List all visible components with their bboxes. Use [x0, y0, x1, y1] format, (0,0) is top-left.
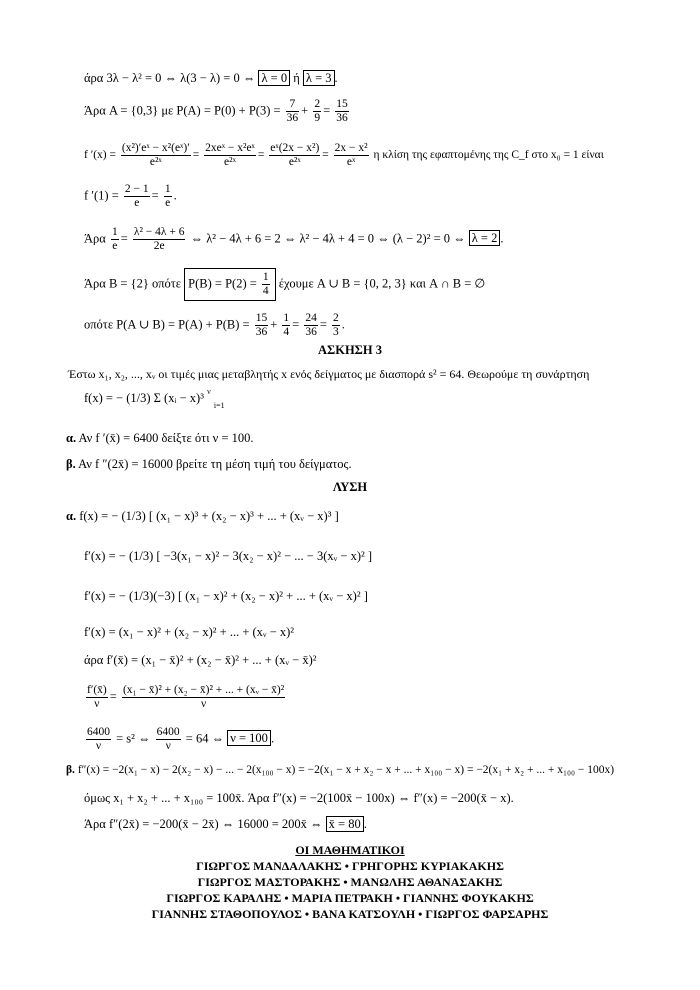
credits-row: ΓΙΩΡΓΟΣ ΜΑΣΤΟΡΑΚΗΣ • ΜΑΝΩΛΗΣ ΑΘΑΝΑΣΑΚΗΣ	[197, 875, 503, 889]
fraction: $\frac{1}{e}$	[164, 183, 171, 209]
fraction: $\frac{\text{(x²)′eˣ − x²(eˣ)′}}{\text{e²ˣ}}$	[121, 142, 190, 168]
eq-text: έχουμε A ∪ B = {0, 2, 3} και A ∩ B = ∅	[278, 276, 486, 291]
eq-text: f ′(1) =	[84, 188, 119, 203]
solution-step-2: f′(x) = − (1/3) [ −3(x₁ − x)² − 3(x₂ − x)² − ... − 3(xᵥ − x)² ]	[84, 549, 373, 563]
eq-text: άρα 3λ − λ² = 0 ⇔ λ(3 − λ) = 0 ⇔	[84, 71, 256, 85]
line-prob-union: οπότε P(A ∪ B) = P(A) + P(B) = $\frac{15}{36}$ + $\frac{1}{4}$ = $\frac{24}{36}$ = $\frac{2}{3}$ .	[84, 312, 345, 338]
boxed-answer: P(B) = P(2) = $\frac{1}{4}$	[184, 268, 276, 301]
credits-row: ΓΙΩΡΓΟΣ ΜΑΝΔΑΛΑΚΗΣ • ΓΡΗΓΟΡΗΣ ΚΥΡΙΑΚΑΚΗΣ	[196, 859, 504, 873]
fraction: $\frac{24}{36}$	[305, 312, 317, 338]
part-text: Αν f ″(2x̄) = 16000 βρείτε τη μέση τιμή του δείγματος.	[78, 457, 352, 471]
eq-text: ⇔ λ² − 4λ + 6 = 2 ⇔ λ² − 4λ + 4 = 0 ⇔ (λ − 2)² = 0 ⇔	[190, 231, 466, 246]
exercise-statement: Έστω x₁, x₂, ..., xᵥ οι τιμές μιας μεταβλητής x ενός δείγματος με διασπορά s² = 64. Θεωρούμε τη συνάρτηση	[68, 367, 590, 381]
fraction: $\frac{7}{36}$	[286, 98, 299, 124]
credits-title: ΟΙ ΜΑΘΗΜΑΤΙΚΟΙ	[295, 843, 405, 857]
fraction: $\frac{1}{e}$	[111, 226, 118, 252]
fraction: $\frac{\text{λ² − 4λ + 6}}{2e}$	[133, 226, 185, 252]
solution-step-10: Άρα f″(2x̄) = −200(x̄ − 2x̄) ⇔ 16000 = 200x̄ ⇔ x̄ = 80 .	[84, 817, 367, 831]
or-word: ή	[293, 71, 300, 85]
part-text: Αν f ′(x̄) = 6400 δείξτε ότι ν = 100.	[78, 431, 254, 445]
eq-text: f ′(x) =	[84, 149, 116, 162]
solution-step-9: όμως x₁ + x₂ + ... + x₁₀₀ = 100x̄. Άρα f″(x) = −2(100x̄ − 100x) ⇔ f″(x) = −200(x̄ − x).	[84, 791, 514, 805]
eq-text: η κλίση της εφαπτομένης της C_f στο x₀ = 1 είναι	[373, 149, 604, 162]
exercise-part-b	[66, 456, 352, 472]
eq-text: Άρα	[84, 231, 106, 246]
fraction: $\frac{\text{2x − x²}}{\text{eˣ}}$	[334, 142, 368, 168]
eq-text: f(x) = − (1/3) [ (x₁ − x)³ + (x₂ − x)³ + ... + (xᵥ − x)³ ]	[79, 509, 339, 523]
fraction: $\frac{\text{(x₁ − x̄)² + (x₂ − x̄)² + ... + (xᵥ − x̄)²}}{\nu}$	[122, 684, 285, 710]
eq-text: οπότε P(A ∪ B) = P(A) + P(B) =	[84, 317, 250, 332]
exercise-function	[84, 387, 225, 410]
eq-text: f(x) = − (1/3) Σ (xᵢ − x)³	[84, 391, 204, 405]
fraction: $\frac{15}{36}$	[336, 98, 348, 124]
part-label: α.	[66, 509, 77, 523]
solution-step-8	[66, 762, 614, 778]
solution-step-5: άρα f′(x̄) = (x₁ − x̄)² + (x₂ − x̄)² + ... + (xᵥ − x̄)²	[84, 653, 317, 667]
exercise-heading: ΑΣΚΗΣΗ 3	[318, 343, 382, 357]
line-derivative: f ′(x) = $\frac{\text{(x²)′eˣ − x²(eˣ)′}}{\text{e²ˣ}}$ = 2xeˣ − x²eˣ e²ˣ = $\frac{\text{eˣ(2x − x²)}}{\text{e²ˣ}}$ = $\frac{\text{2x − x²}}{\text{eˣ}}$ η κλίση της εφαπτομένης της C_f στο x₀ = 1 είναι	[84, 142, 604, 168]
boxed-answer: x̄ = 80	[326, 816, 364, 832]
fraction: $\frac{\text{eˣ(2x − x²)}}{\text{e²ˣ}}$	[270, 142, 320, 168]
boxed-answer: λ = 2	[469, 230, 501, 246]
boxed-answer: λ = 3	[303, 70, 335, 86]
line-lambda-roots: άρα 3λ − λ² = 0 ⇔ λ(3 − λ) = 0 ⇔ λ = 0 ή λ = 3 .	[84, 71, 338, 85]
solution-step-3: f′(x) = − (1/3)(−3) [ (x₁ − x)² + (x₂ − x)² + ... + (xᵥ − x)² ]	[84, 589, 368, 603]
line-prob-B	[84, 268, 485, 301]
line-prob-A: Άρα A = {0,3} με P(A) = P(0) + P(3) = $\frac{7}{36}$ + $\frac{2}{9}$ = $\frac{15}{36}$	[84, 98, 348, 124]
fraction: $\frac{2 - 1}{e}$	[124, 183, 149, 209]
fraction: $\frac{6400}{\nu}$	[87, 726, 110, 752]
line-lambda-eq: Άρα $\frac{1}{e}$ = $\frac{\text{λ² − 4λ + 6}}{2e}$ ⇔ λ² − 4λ + 6 = 2 ⇔ λ² − 4λ + 4 = 0 ⇔ (λ − 2)² = 0 ⇔ λ = 2 .	[84, 226, 504, 252]
fraction: $\frac{f'(x̄)}{\nu}$	[87, 684, 107, 710]
solution-step-6: $\frac{f'(x̄)}{\nu}$ = $\frac{\text{(x₁ − x̄)² + (x₂ − x̄)² + ... + (xᵥ − x̄)²}}{\nu}$	[87, 684, 285, 710]
fraction: $\frac{1}{4}$	[262, 271, 269, 297]
exercise-part-a	[66, 430, 254, 446]
sum-bottom: i=1	[213, 401, 225, 410]
part-label: β.	[66, 457, 76, 471]
fraction: $\frac{2}{9}$	[314, 98, 321, 124]
part-label: β.	[66, 764, 75, 776]
credits-row: ΓΙΑΝΝΗΣ ΣΤΑΘΟΠΟΥΛΟΣ • ΒΑΝΑ ΚΑΤΣΟΥΛΗ • ΓΙΩΡΓΟΣ ΦΑΡΣΑΡΗΣ	[151, 907, 549, 921]
solution-step-1	[66, 508, 339, 524]
sum-top: ν	[207, 387, 211, 396]
solution-step-7: $\frac{6400}{\nu}$ = s² ⇔ $\frac{6400}{\nu}$ = 64 ⇔ ν = 100 .	[87, 726, 275, 752]
credits-row: ΓΙΩΡΓΟΣ ΚΑΡΑΛΗΣ • ΜΑΡΙΑ ΠΕΤΡΑΚΗ • ΓΙΑΝΝΗΣ ΦΟΥΚΑΚΗΣ	[166, 891, 534, 905]
fraction: 2xeˣ − x²eˣ e²ˣ	[205, 142, 255, 168]
eq-text: Άρα B = {2} οπότε	[84, 276, 182, 291]
eq-text: f″(x) = −2(x₁ − x) − 2(x₂ − x) − ... − 2(x₁₀₀ − x) = −2(x₁ − x + x₂ − x + ... + x₁₀₀ − x) = −2(x₁ + x₂ + ... + x₁₀₀ − 100x)	[77, 764, 615, 776]
line-slope: f ′(1) = $\frac{2 - 1}{e}$ = $\frac{1}{e}$ .	[84, 183, 177, 209]
fraction: $\frac{1}{4}$	[283, 312, 290, 338]
solution-step-4: f′(x) = (x₁ − x)² + (x₂ − x)² + ... + (xᵥ − x)²	[84, 625, 295, 639]
fraction: $\frac{6400}{\nu}$	[156, 726, 180, 752]
solution-heading: ΛΥΣΗ	[332, 480, 368, 494]
fraction: $\frac{15}{36}$	[255, 312, 268, 338]
eq-text: Άρα A = {0,3} με P(A) = P(0) + P(3) =	[84, 103, 281, 118]
eq-text: = s² ⇔	[116, 731, 151, 746]
eq-text: = 64 ⇔	[185, 731, 225, 746]
fraction: $\frac{2}{3}$	[333, 312, 339, 338]
boxed-answer: λ = 0	[258, 70, 290, 86]
boxed-answer: ν = 100	[227, 730, 271, 746]
part-label: α.	[66, 431, 77, 445]
eq-text: Άρα f″(2x̄) = −200(x̄ − 2x̄) ⇔ 16000 = 200x̄ ⇔	[84, 817, 323, 831]
